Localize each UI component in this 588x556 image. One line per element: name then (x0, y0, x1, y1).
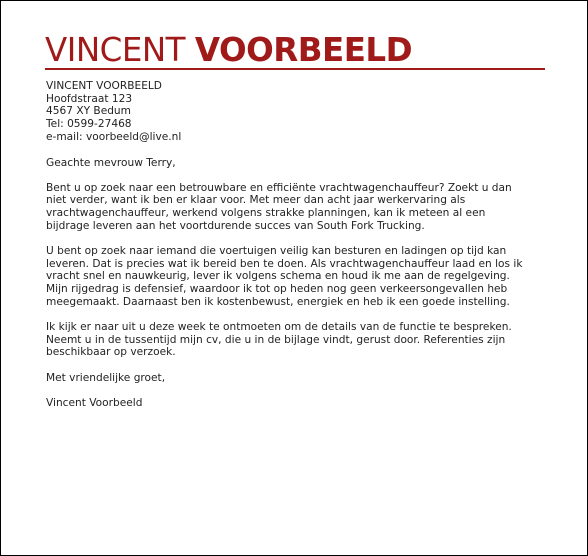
paragraph-experience: U bent op zoek naar iemand die voertuigen veilig kan besturen en ladingen op tijd kan leveren. Dat is precies wat ik bereid ben te doen. Als vrachtwagenchauffeur laad en los ik vracht snel en nauwkeurig, lever ik volgens schema en houd ik me aan de regelgeving. Mijn rijgedrag is defensief, waardoor ik tot op heden nog geen verkeersongevallen heb meegemaakt. Daarnaast ben ik kostenbewust, energiek en heb ik een goede instelling. (46, 245, 523, 308)
letter-body (46, 80, 526, 410)
sender-phone: Tel: 0599-27468 (46, 118, 132, 131)
salutation: Geachte mevrouw Terry, (46, 156, 176, 169)
header-last-name: VOORBEELD (194, 31, 413, 69)
sender-email: e-mail: voorbeeld@live.nl (46, 130, 182, 143)
sender-name: VINCENT VOORBEELD (46, 80, 162, 92)
paragraph-intro: Bent u op zoek naar een betrouwbare en efficiënte vrachtwagenchauffeur? Zoekt u dan niet verder, want ik ben er klaar voor. Met meer dan acht jaar werkervaring als vrachtwagenchauffeur, werkend volgens strakke planningen, kan ik meteen al een bijdrage leveren aan het voortdurende succes van South Fork Trucking. (46, 181, 512, 232)
sender-address (46, 80, 526, 144)
sender-city: 4567 XY Bedum (46, 105, 131, 118)
closing-phrase: Met vriendelijke groet, (46, 371, 166, 384)
page-title (45, 30, 545, 70)
header-first-name: VINCENT (45, 31, 186, 69)
signature-name: Vincent Voorbeeld (46, 396, 143, 409)
paragraph-closing: Ik kijk er naar uit u deze week te ontmoeten om de details van de functie te bespreken. Neemt u in de tussentijd mijn cv, die u in de bijlage vindt, gerust door. Referenties zijn beschikbaar op verzoek. (46, 321, 512, 359)
header-divider (45, 68, 545, 70)
sender-street: Hoofdstraat 123 (46, 92, 133, 105)
